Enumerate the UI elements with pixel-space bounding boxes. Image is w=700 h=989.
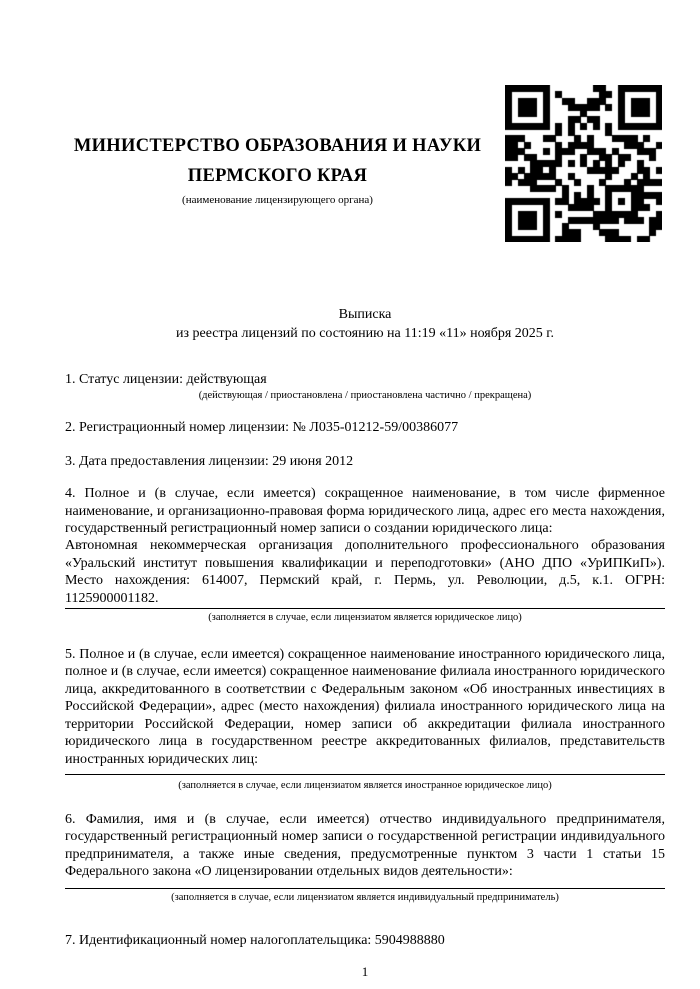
entrepreneur-section (65, 811, 665, 904)
fill-line (65, 888, 665, 889)
foreign-entity-label: 5. Полное и (в случае, если имеется) сокращенное наименование иностранного юридического лица, полное и (в случае, если имеется) сокращенное наименование филиала иностранного юридического лица, аккредитованного в соответствии с Федеральным законом «Об иностранных инвестициях в Российской Федерации», адрес (место нахождения) филиала иностранного юридического лица на территории Российской Федерации, номер записи об аккредитации филиала иностранного юридического лица в государственном реестре аккредитованных филиалов, представительств иностранных юридических лиц: (65, 647, 665, 767)
ministry-name-line2: ПЕРМСКОГО КРАЯ (187, 166, 368, 186)
document-title-block (65, 305, 665, 343)
legal-entity-label: 4. Полное и (в случае, если имеется) сокращенное наименование, в том числе фирменное наименование, и организационно-правовая форма юридического лица, адрес его места нахождения, государственный регистрационный номер записи о создании юридического лица: (65, 486, 665, 537)
document-content (65, 0, 665, 980)
entrepreneur-label: 6. Фамилия, имя и (в случае, если имеется) отчество индивидуального предпринимателя, государственный регистрационный номер записи о государственной регистрации индивидуального предпринимателя, а также иные сведения, предусмотренные пунктом 3 части 1 статьи 15 Федерального закона «О лицензировании отдельных видов деятельности»: (65, 811, 665, 880)
document-title: Выписка (338, 307, 392, 322)
legal-entity-value: Автономная некоммерческая организация дополнительного профессионального образования «Уральский институт повышения квалификации и переподготовки» (АНО ДПО «УрИПКиП»). Место нахождения: 614007, Пермский край, г. Пермь, ул. Революции, д.5, к.1. ОГРН: 1125900001182. (65, 538, 665, 606)
ministry-caption: (наименование лицензирующего органа) (182, 194, 373, 206)
fill-line (65, 608, 665, 609)
legal-entity-caption: (заполняется в случае, если лицензиатом является юридическое лицо) (208, 612, 522, 624)
registration-number-line: 2. Регистрационный номер лицензии: № Л035-01212-59/00386077 (65, 420, 459, 436)
foreign-entity-section (65, 646, 665, 792)
ministry-header (65, 0, 490, 206)
grant-date-line: 3. Дата предоставления лицензии: 29 июня 2012 (65, 453, 354, 469)
page-number: 1 (361, 963, 369, 979)
inn-line: 7. Идентификационный номер налогоплательщика: 5904988880 (65, 932, 445, 948)
fill-line (65, 774, 665, 775)
ministry-name-line1: МИНИСТЕРСТВО ОБРАЗОВАНИЯ И НАУКИ (73, 136, 482, 156)
license-status-options-caption: (действующая / приостановлена / приостановлена частично / прекращена) (198, 390, 532, 402)
document-subtitle: из реестра лицензий по состоянию на 11:19 «11» ноября 2025 г. (176, 326, 554, 341)
entrepreneur-caption: (заполняется в случае, если лицензиатом является индивидуальный предприниматель) (171, 891, 559, 903)
legal-entity-section (65, 485, 665, 624)
license-status-line: 1. Статус лицензии: действующая (65, 372, 267, 387)
foreign-entity-caption: (заполняется в случае, если лицензиатом является иностранное юридическое лицо) (178, 779, 552, 791)
